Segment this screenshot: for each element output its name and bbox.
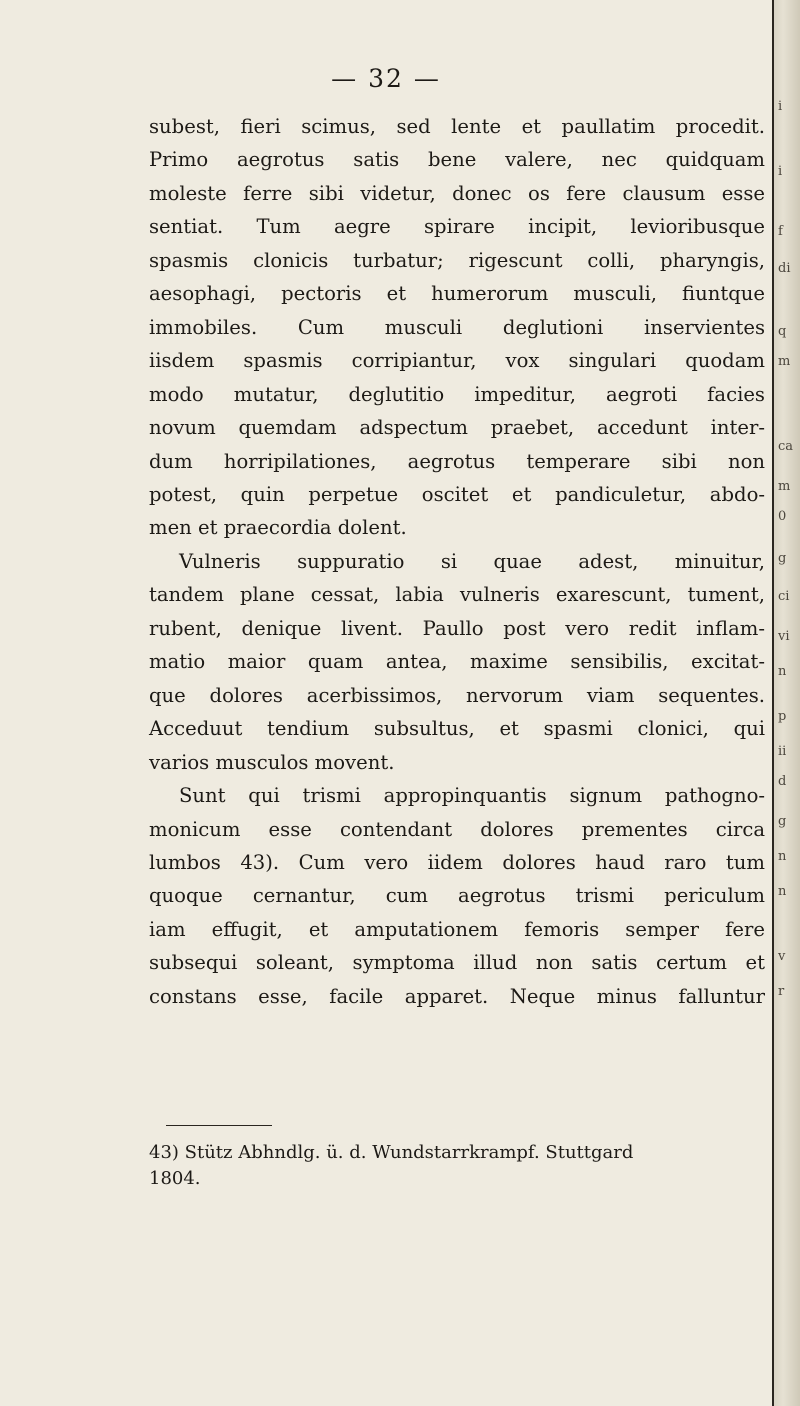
- text-line: Primo aegrotus satis bene valere, nec quidquam: [149, 148, 765, 172]
- bleed-fragment: ca: [778, 439, 794, 454]
- page-number: — 32 —: [331, 64, 441, 93]
- bleed-fragment: q: [778, 324, 787, 339]
- text-line: dum horripilationes, aegrotus temperare sibi non: [149, 449, 765, 473]
- text-line: modo mutatur, deglutitio impeditur, aegroti facies: [149, 382, 765, 406]
- footnote-rule: [166, 1125, 272, 1126]
- text-line: quoque cernantur, cum aegrotus trismi periculum: [149, 884, 765, 908]
- body-text: [149, 110, 765, 1013]
- paragraph-3: [149, 779, 765, 1013]
- bleed-fragment: ci: [778, 589, 790, 604]
- bleed-fragment: p: [778, 709, 787, 724]
- text-line: rubent, denique livent. Paullo post vero redit inflam-: [149, 616, 765, 640]
- text-line: novum quemdam adspectum praebet, accedunt inter-: [149, 416, 765, 440]
- footnote: [149, 1140, 749, 1192]
- text-line: men et praecordia dolent.: [149, 516, 407, 540]
- text-line: subest, fieri scimus, sed lente et paullatim procedit.: [149, 115, 765, 138]
- bleed-fragment: n: [778, 664, 787, 679]
- bleed-fragment: r: [778, 984, 785, 999]
- bleed-fragment: m: [778, 479, 791, 494]
- text-line: que dolores acerbissimos, nervorum viam sequentes.: [149, 683, 765, 707]
- bleed-fragment: g: [778, 814, 787, 829]
- text-line: potest, quin perpetue oscitet et pandiculetur, abdo-: [149, 482, 765, 506]
- bleed-fragment: ii: [778, 744, 787, 759]
- bleed-fragment: 0: [778, 509, 787, 524]
- text-line: immobiles. Cum musculi deglutioni inservientes: [149, 315, 765, 339]
- text-line: Vulneris suppuratio si quae adest, minuitur,: [179, 549, 765, 573]
- adjacent-page-edge: [772, 0, 800, 1406]
- text-line: matio maior quam antea, maxime sensibilis, excitat-: [149, 650, 765, 674]
- bleed-fragment: n: [778, 849, 787, 864]
- text-line: spasmis clonicis turbatur; rigescunt colli, pharyngis,: [149, 248, 765, 272]
- text-line: lumbos 43). Cum vero iidem dolores haud raro tum: [149, 850, 765, 874]
- text-line: iisdem spasmis corripiantur, vox singulari quodam: [149, 349, 765, 373]
- bleed-fragment: m: [778, 354, 791, 369]
- text-line: varios musculos movent.: [149, 750, 395, 774]
- text-line: subsequi soleant, symptoma illud non satis certum et: [149, 951, 765, 975]
- bleed-fragment: n: [778, 884, 787, 899]
- text-line: constans esse, facile apparet. Neque minus falluntur: [149, 984, 765, 1008]
- bleed-fragment: i: [778, 164, 783, 179]
- bleed-fragment: d: [778, 774, 787, 789]
- bleed-fragment: vi: [778, 629, 790, 644]
- bleed-fragment: v: [778, 949, 786, 964]
- footnote-line: 1804.: [149, 1168, 201, 1189]
- bleed-fragment: di: [778, 261, 791, 276]
- text-line: tandem plane cessat, labia vulneris exarescunt, tument,: [149, 583, 765, 607]
- text-line: iam effugit, et amputationem femoris semper fere: [149, 917, 765, 941]
- bleed-fragment: i: [778, 99, 783, 114]
- bleed-fragment: f: [778, 224, 783, 239]
- text-line: Acceduut tendium subsultus, et spasmi clonici, qui: [149, 717, 765, 741]
- text-line: sentiat. Tum aegre spirare incipit, levioribusque: [149, 215, 765, 239]
- text-line: moleste ferre sibi videtur, donec os fere clausum esse: [149, 181, 765, 205]
- paragraph-2: [149, 545, 765, 779]
- footnote-line: 43) Stütz Abhndlg. ü. d. Wundstarrkrampf. Stuttgard: [149, 1142, 634, 1163]
- paragraph-1: [149, 110, 765, 545]
- text-line: monicum esse contendant dolores prementes circa: [149, 817, 765, 841]
- bleed-fragment: g: [778, 551, 787, 566]
- text-line: Sunt qui trismi appropinquantis signum pathogno-: [179, 784, 765, 808]
- text-line: aesophagi, pectoris et humerorum musculi, fiuntque: [149, 282, 765, 306]
